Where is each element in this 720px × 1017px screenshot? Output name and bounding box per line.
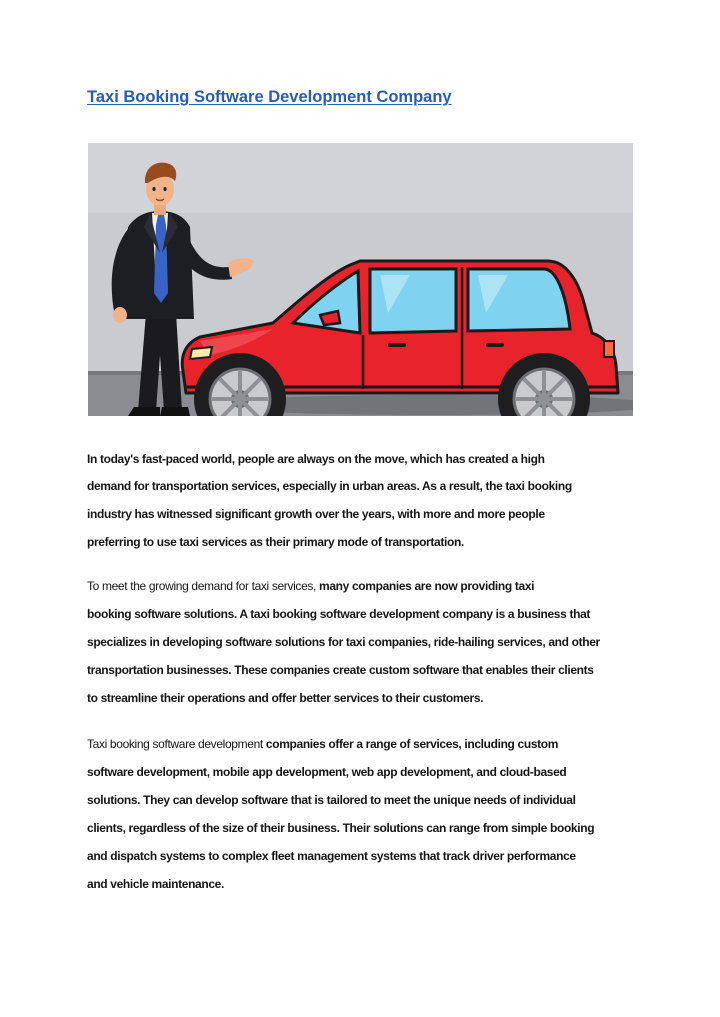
paragraph-line: industry has witnessed significant growth over the years, with more and more people <box>87 507 545 521</box>
paragraph-line <box>87 572 647 600</box>
paragraph-intro <box>87 447 647 556</box>
paragraph-services <box>87 730 647 898</box>
paragraph-line: In today's fast-paced world, people are always on the move, which has created a high <box>87 452 545 466</box>
paragraph-line: booking software solutions. A taxi booking software development company is a business that <box>87 607 591 621</box>
page-title[interactable]: Taxi Booking Software Development Company <box>87 88 452 106</box>
paragraph-line: preferring to use taxi services as their primary mode of transportation. <box>87 535 464 549</box>
paragraph-line: transportation businesses. These companies create custom software that enables their clients <box>87 663 594 677</box>
paragraph-line-rest: companies offer a range of services, including custom <box>262 737 559 751</box>
paragraph-line: clients, regardless of the size of their business. Their solutions can range from simple booking <box>87 821 595 835</box>
paragraph-line: and vehicle maintenance. <box>87 877 224 891</box>
paragraph-line: demand for transportation services, especially in urban areas. As a result, the taxi booking <box>87 479 572 493</box>
paragraph-line: to streamline their operations and offer better services to their customers. <box>87 691 484 705</box>
businessman-red-car-illustration <box>88 143 633 416</box>
paragraph-lead: To meet the growing demand for taxi services, <box>87 579 317 593</box>
paragraph-line-rest: many companies are now providing taxi <box>316 579 535 593</box>
paragraph-demand <box>87 572 647 712</box>
paragraph-line: software development, mobile app development, web app development, and cloud-based <box>87 765 567 779</box>
paragraph-lead: Taxi booking software development <box>87 737 263 751</box>
paragraph-line: solutions. They can develop software that is tailored to meet the unique needs of individual <box>87 793 576 807</box>
paragraph-line <box>87 730 647 758</box>
paragraph-line: specializes in developing software solutions for taxi companies, ride-hailing services, and other <box>87 635 600 649</box>
paragraph-line: and dispatch systems to complex fleet management systems that track driver performance <box>87 849 576 863</box>
